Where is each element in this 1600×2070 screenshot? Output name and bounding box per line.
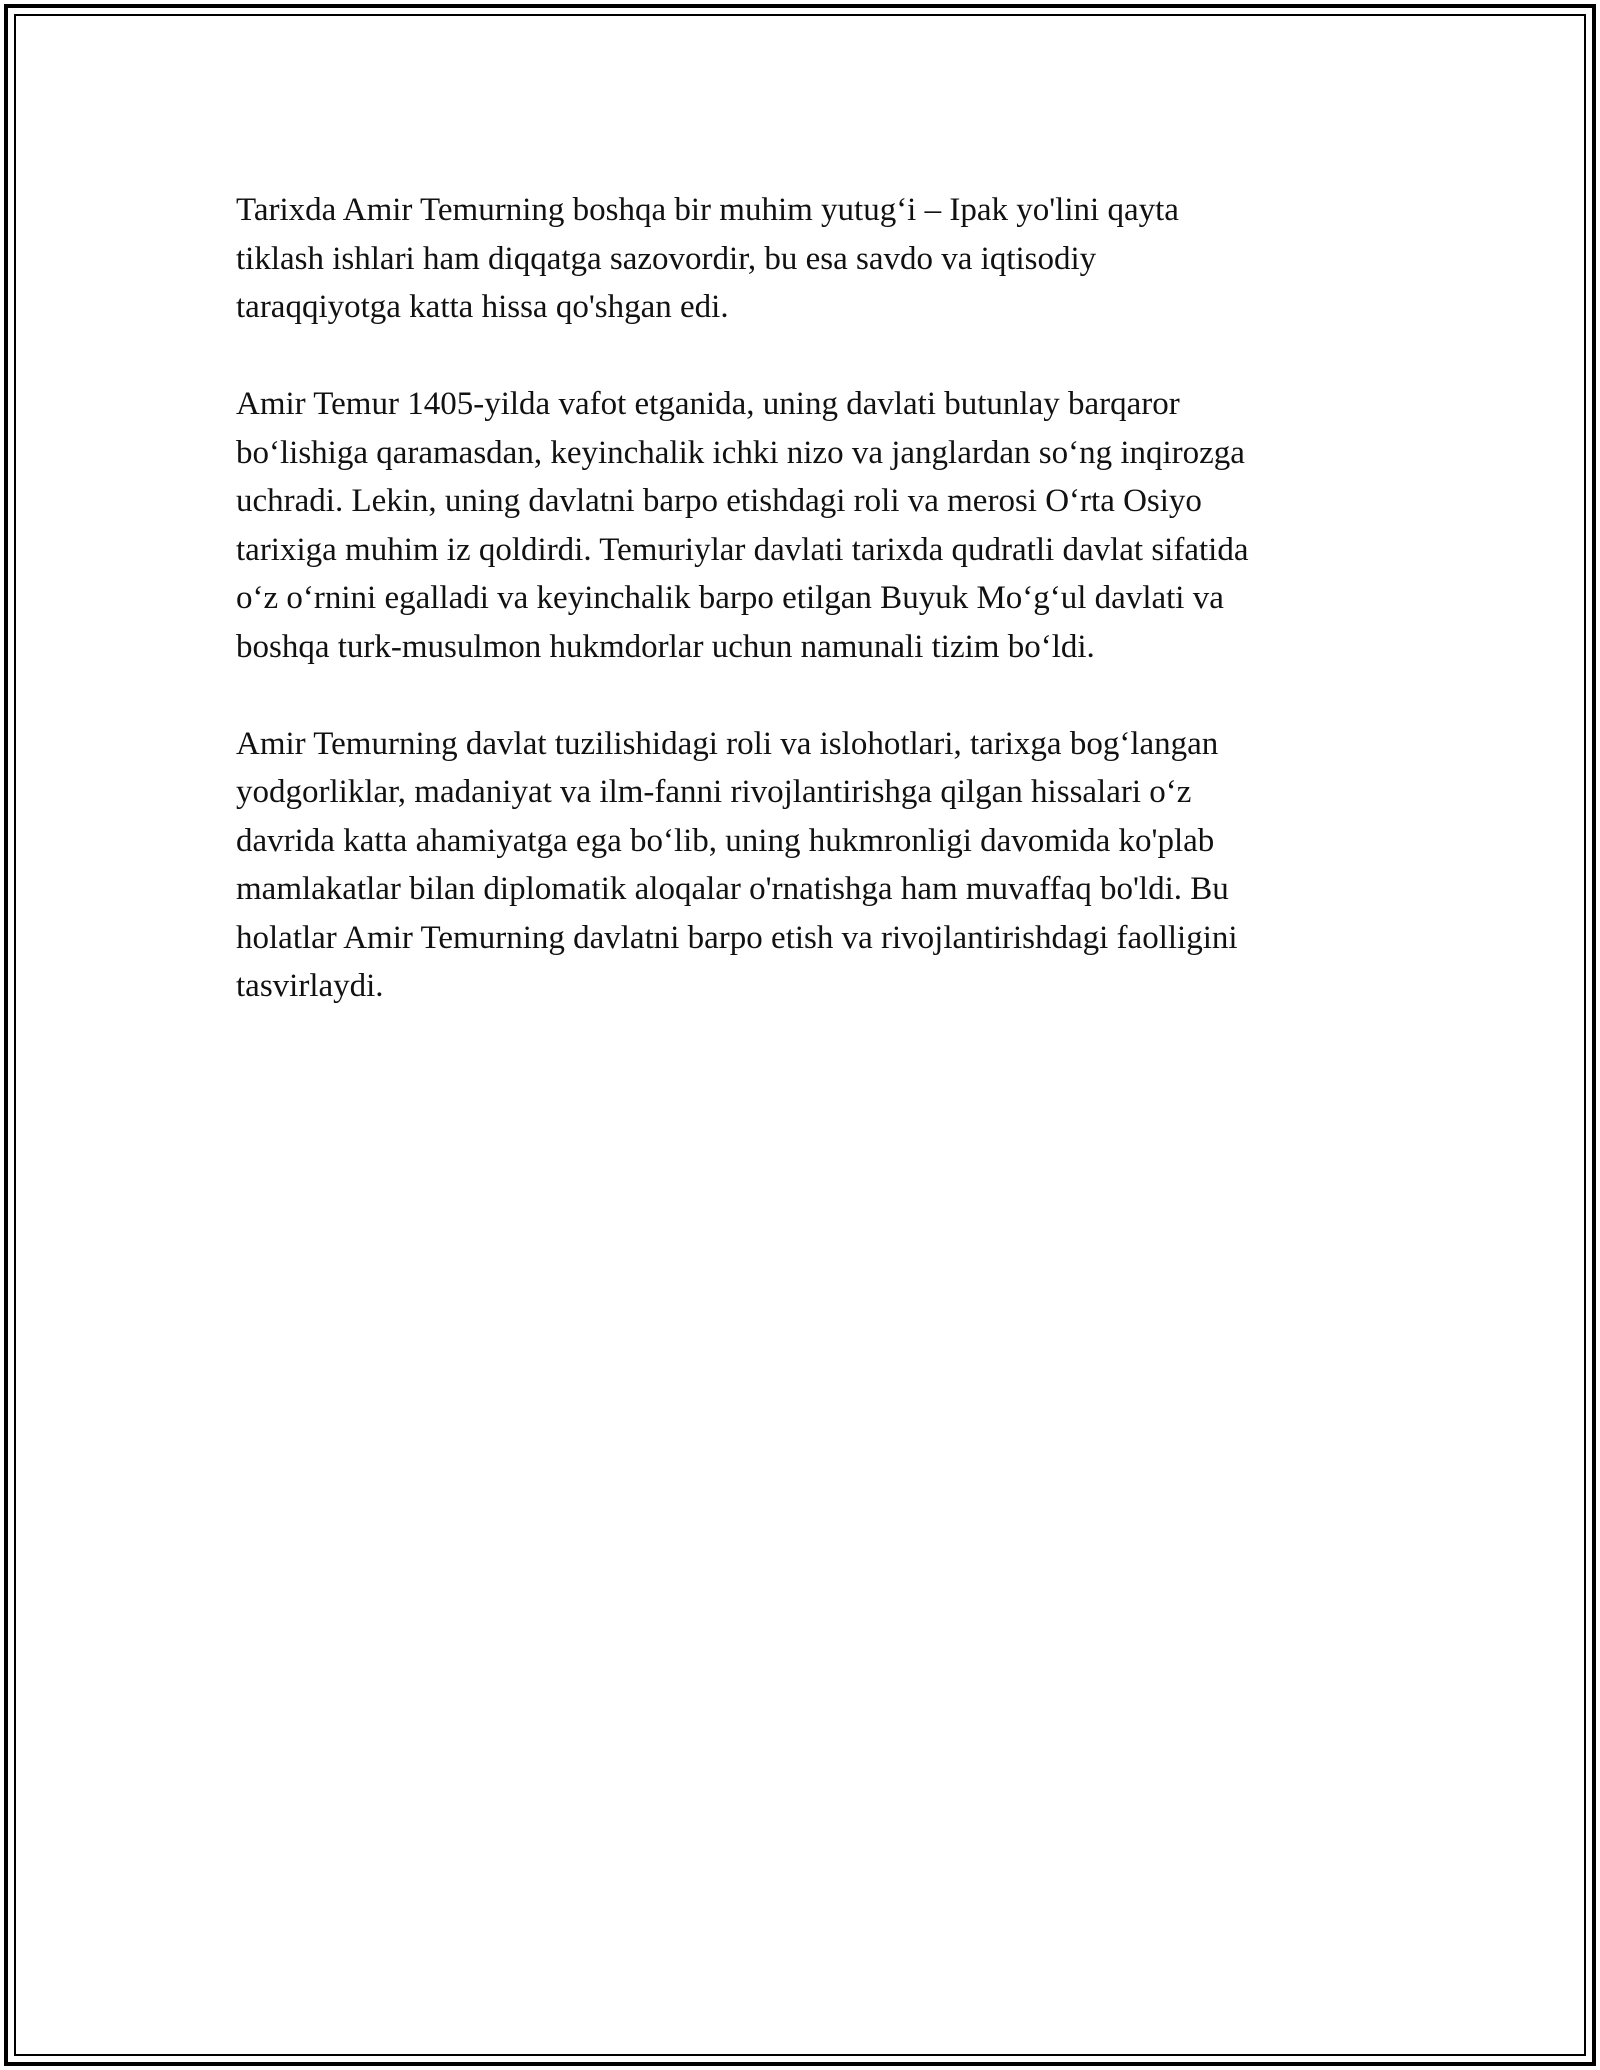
text-line: Amir Temurning davlat tuzilishidagi roli va islohotlari, tarixga bog‘langan: [236, 725, 1219, 762]
text-line: tasvirlaydi.: [236, 968, 384, 1004]
text-line: boshqa turk-musulmon hukmdorlar uchun namunali tizim bo‘ldi.: [236, 628, 1095, 665]
text-line: holatlar Amir Temurning davlatni barpo etish va rivojlantirishdagi faolligini: [236, 919, 1238, 956]
text-line: taraqqiyotga katta hissa qo'shgan edi.: [236, 289, 729, 325]
document-body: [236, 186, 1386, 1059]
paragraph-temuriylar-davlati: [236, 380, 1386, 671]
text-line: davrida katta ahamiyatga ega bo‘lib, uning hukmronligi davomida ko'plab: [236, 822, 1215, 859]
text-line: Tarixda Amir Temurning boshqa bir muhim yutug‘i – Ipak yo'lini qayta: [236, 192, 1179, 228]
text-line: bo‘lishiga qaramasdan, keyinchalik ichki nizo va janglardan so‘ng inqirozga: [236, 434, 1245, 471]
text-line: Amir Temur 1405-yilda vafot etganida, uning davlati butunlay barqaror: [236, 386, 1180, 422]
paragraph-islohotlar: [236, 720, 1386, 1011]
text-line: tiklash ishlari ham diqqatga sazovordir, bu esa savdo va iqtisodiy: [236, 240, 1097, 277]
text-line: tarixiga muhim iz qoldirdi. Temuriylar davlati tarixda qudratli davlat sifatida: [236, 531, 1249, 568]
text-line: mamlakatlar bilan diplomatik aloqalar o'rnatishga ham muvaffaq bo'ldi. Bu: [236, 871, 1229, 907]
paragraph-ipak-yoli: [236, 186, 1386, 332]
text-line: yodgorliklar, madaniyat va ilm-fanni rivojlantirishga qilgan hissalari o‘z: [236, 774, 1192, 810]
text-line: o‘z o‘rnini egalladi va keyinchalik barpo etilgan Buyuk Mo‘g‘ul davlati va: [236, 580, 1224, 616]
text-line: uchradi. Lekin, uning davlatni barpo etishdagi roli va merosi O‘rta Osiyo: [236, 483, 1202, 519]
